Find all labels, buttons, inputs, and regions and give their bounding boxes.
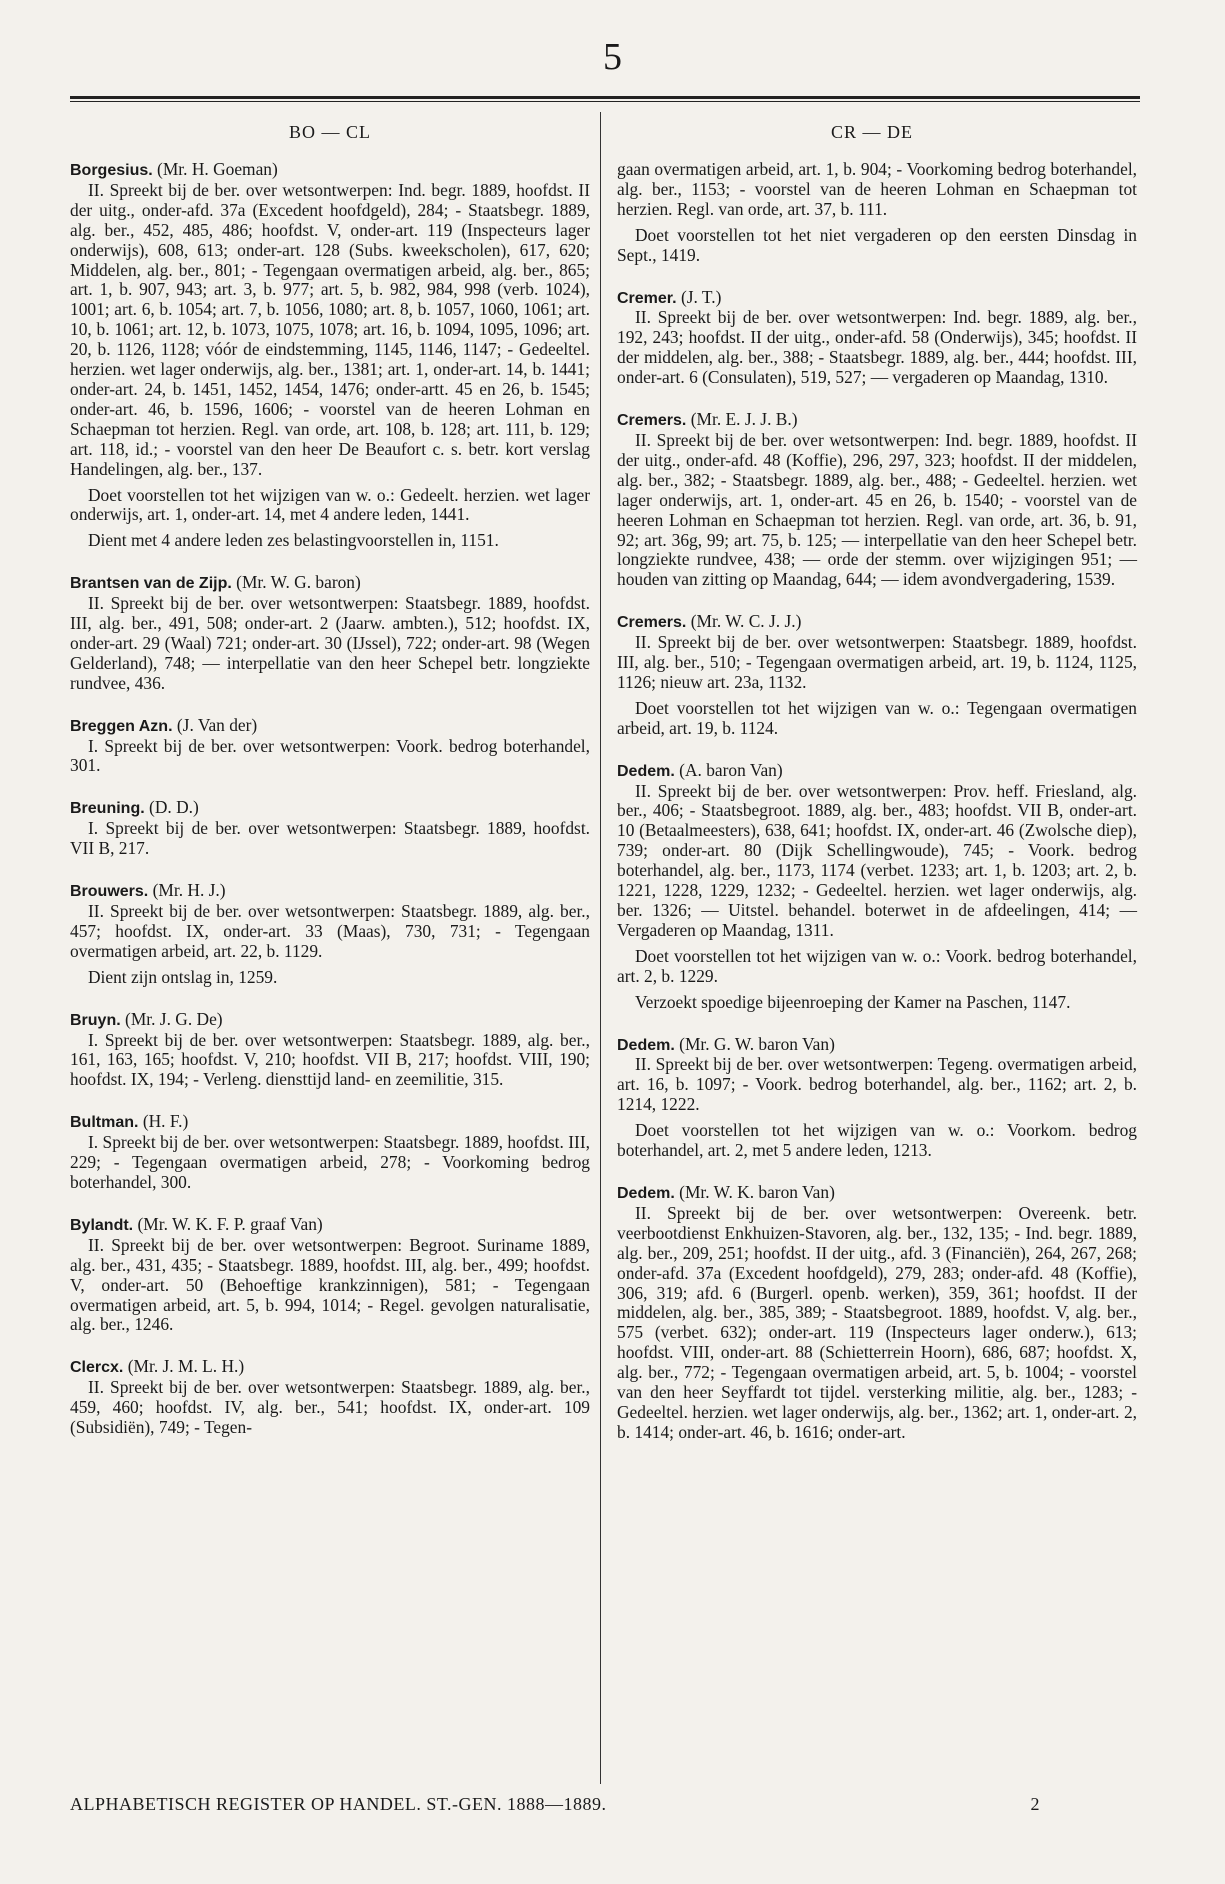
entry-name: Cremers. xyxy=(617,412,687,430)
entry-heading xyxy=(70,1010,590,1031)
entry-name: Bultman. xyxy=(70,1114,139,1132)
register-entry xyxy=(70,160,590,551)
entry-paragraph: II. Spreekt bij de ber. over wetsontwerpen: Overeenk. betr. veerbootdienst Enkhuizen-Stavoren, alg. ber., 132, 135; - Ind. begr. 1889, alg. ber., 209, 251; hoofdst. II der uitg., afd. 3 (Financiën), 264, 267, 268; onder-afd. 37a (Excedent hoofdgeld), 279, 283; onder-afd. 48 (Koffie), 306, 319; afd. 6 (Burgerl. openb. werken), 359, 361; hoofdst. II der middelen, alg. ber., 385, 389; - Staatsbegroot. 1889, hoofdst. V, alg. ber., 575 (verbet. 632); onder-art. 119 (Inspecteurs lager onderw.), 613; hoofdst. VIII, onder-art. 88 (Schietterrein Hoorn), 686, 687; hoofdst. X, alg. ber., 772; - Tegengaan overmatigen arbeid, art. 5, b. 1004; - voorstel van den heer Seyffardt tot tijdel. versterking militie, alg. ber., 1283; - Gedeeltel. herzien. wet lager onderwijs, alg. ber., 1362; art. 1, onder-art. 2, b. 1414; onder-art. 46, b. 1616; onder-art. xyxy=(617,1202,1137,1442)
entry-name: Cremers. xyxy=(617,614,687,632)
register-entry xyxy=(617,612,1137,738)
entry-initials: (Mr. H. Goeman) xyxy=(157,159,278,179)
entry-paragraph: Dient met 4 andere leden zes belastingvoorstellen in, 1151. xyxy=(88,530,499,551)
register-entry xyxy=(70,716,590,777)
entry-initials: (Mr. J. M. L. H.) xyxy=(127,1356,245,1377)
entry-heading xyxy=(70,1112,590,1133)
register-entry xyxy=(617,761,1137,1013)
entry-heading xyxy=(70,716,590,737)
page-number: 5 xyxy=(603,36,622,78)
entry-heading xyxy=(70,798,590,819)
entry-name: Borgesius. xyxy=(70,162,153,179)
entry-initials: (J. T.) xyxy=(680,286,722,307)
page-footer xyxy=(70,1794,1140,1815)
entry-paragraph: II. Spreekt bij de ber. over wetsontwerpen: Ind. begr. 1889, alg. ber., 192, 243; hoofdst. II der uitg., onder-afd. 58 (Onderwijs), 345; hoofdst. II der middelen, alg. ber., 388; - Staatsbegr. 1889, alg. ber., 444; hoofdst. III, onder-art. 6 (Consulaten), 519, 527; — vergaderen op Maandag, 1310. xyxy=(617,307,1137,388)
entry-paragraph: Doet voorstellen tot het wijzigen van w. o.: Voork. bedrog boterhandel, art. 2, b. 1229. xyxy=(617,945,1137,986)
right-column-heading: CR — DE xyxy=(830,122,913,142)
entry-initials: (Mr. J. G. De) xyxy=(125,1008,223,1029)
entry-initials: (Mr. W. K. F. P. graaf Van) xyxy=(137,1213,323,1234)
entry-heading xyxy=(70,1215,590,1236)
footer-title: ALPHABETISCH REGISTER OP HANDEL. ST.-GEN. 1888—1889. xyxy=(70,1794,607,1814)
register-entry xyxy=(617,410,1137,590)
entry-paragraph: Doet voorstellen tot het wijzigen van w. o.: Tegengaan overmatigen arbeid, art. 19, b. 1124. xyxy=(617,697,1137,738)
entry-name: Dedem. xyxy=(617,762,675,780)
entry-name: Dedem. xyxy=(617,1036,675,1054)
entry-paragraph: II. Spreekt bij de ber. over wetsontwerpen: Ind. begr. 1889, hoofdst. II der uitg., onder-afd. 37a (Excedent hoofdgeld), 284; - Staatsbegr. 1889, alg. ber., 452, 485, 486; hoofdst. V, onder-art. 119 (Inspecteurs lager onderwijs), 608, 613; onder-art. 128 (Subs. kweekscholen), 617, 620; Middelen, alg. ber., 801; - Tegengaan overmatigen arbeid, alg. ber., 865; art. 1, b. 907, 943; art. 3, b. 977; art. 5, b. 982, 984, 998 (verb. 1024), 1001; art. 6, b. 1054; art. 7, b. 1056, 1080; art. 8, b. 1057, 1060, 1061; art. 10, b. 1061; art. 12, b. 1073, 1075, 1078; art. 16, b. 1094, 1095, 1096; art. 20, b. 1126, 1128; vóór de eindstemming, 1145, 1146, 1147; - Gedeeltel. herzien. wet lager onderwijs, alg. ber., 1381; art. 1, onder-art. 14, b. 1441; onder-art. 24, b. 1451, 1452, 1454, 1476; onder-artt. 45 en 26, b. 1545; onder-art. 46, b. 1596, 1606; - voorstel van de heeren Lohman en Schaepman tot herzien. Regl. van orde, art. 108, b. 128; art. 111, b. 129; art. 118, id.; - voorstel van den heer De Beaufort c. s. betr. kort verslag Handelingen, alg. ber., 137. xyxy=(70,179,590,479)
register-entry xyxy=(617,1183,1137,1443)
entry-initials: (Mr. W. K. baron Van) xyxy=(679,1181,835,1202)
entry-initials: (H. F.) xyxy=(142,1111,189,1132)
entry-paragraph: I. Spreekt bij de ber. over wetsontwerpen: Staatsbegr. 1889, hoofdst. VII B, 217. xyxy=(70,818,590,859)
entry-heading xyxy=(617,1183,1137,1204)
entry-heading xyxy=(70,1357,590,1378)
entry-paragraph: II. Spreekt bij de ber. over wetsontwerpen: Ind. begr. 1889, hoofdst. II der uitg., onder-afd. 48 (Koffie), 296, 297, 323; hoofdst. II der middelen, alg. ber., 382; - Staatsbegr. 1889, alg. ber., 488; - Gedeeltel. herzien. wet lager onderwijs, art. 1, onder-art. 45 en 26, b. 1540; - voorstel van de heeren Lohman en Schaepman tot herzien. Regl. van orde, art. 36, b. 91, 92; art. 36g, 99; art. 75, b. 125; — interpellatie van den heer Schepel betr. longziekte rundvee, 438; — orde der stemm. over wijzigingen 951; — houden van zitting op Maandag, 644; — idem avondvergadering, 1539. xyxy=(617,429,1137,590)
register-entry xyxy=(70,881,590,988)
entry-paragraph: Dient zijn ontslag in, 1259. xyxy=(88,966,278,987)
entry-name: Brouwers. xyxy=(70,883,149,901)
left-column xyxy=(70,160,590,1460)
entry-name: Bruyn. xyxy=(70,1011,121,1029)
entry-initials: (A. baron Van) xyxy=(679,759,783,780)
entry-heading xyxy=(617,761,1137,782)
left-column-heading: BO — CL xyxy=(288,122,371,142)
entry-initials: (J. Van der) xyxy=(176,714,258,735)
entry-name: Breuning. xyxy=(70,800,145,818)
entry-name: Clercx. xyxy=(70,1359,124,1377)
entry-paragraph: II. Spreekt bij de ber. over wetsontwerpen: Begroot. Suriname 1889, alg. ber., 431, 435; - Staatsbegr. 1889, hoofdst. III, alg. ber., 499; hoofdst. V, onder-art. 50 (Behoeftige krankzinnigen), 581; - Tegengaan overmatigen arbeid, art. 5, b. 994, 1014; - Regel. gevolgen naturalisatie, alg. ber., 1246. xyxy=(70,1234,590,1335)
entry-paragraph: II. Spreekt bij de ber. over wetsontwerpen: Staatsbegr. 1889, hoofdst. III, alg. ber., 491, 508; onder-art. 2 (Jaarw. ambten.), 512; hoofdst. IX, onder-art. 29 (Waal) 721; onder-art. 30 (IJssel), 722; onder-art. 98 (Wegen Gelderland), 748; — interpellatie van den heer Schepel betr. longziekte rundvee, 436. xyxy=(70,593,590,693)
entry-paragraph: II. Spreekt bij de ber. over wetsontwerpen: Tegeng. overmatigen arbeid, art. 16, b. 1097; - Voork. bedrog boterhandel, alg. ber., 1162; art. 2, b. 1214, 1222. xyxy=(617,1054,1137,1115)
entry-paragraph: I. Spreekt bij de ber. over wetsontwerpen: Staatsbegr. 1889, hoofdst. III, 229; - Tegengaan overmatigen arbeid, 278; - Voorkoming bedrog boterhandel, 300. xyxy=(70,1132,590,1192)
entry-heading xyxy=(617,1035,1137,1056)
entry-paragraph: II. Spreekt bij de ber. over wetsontwerpen: Staatsbegr. 1889, alg. ber., 457; hoofdst. IX, onder-art. 33 (Maas), 730, 731; - Tegengaan overmatigen arbeid, art. 22, b. 1129. xyxy=(70,901,590,961)
entry-initials: (Mr. W. C. J. J.) xyxy=(690,611,802,632)
entry-paragraph: II. Spreekt bij de ber. over wetsontwerpen: Prov. heff. Friesland, alg. ber., 406; - Staatsbegroot. 1889, alg. ber., 483; hoofdst. VII B, onder-art. 10 (Betaalmeesters), 638, 641; hoofdst. IX, onder-art. 46 (Zwolsche diep), 739; onder-art. 80 (Dijk Schellingwoude), 745; - Voork. bedrog boterhandel, alg. ber., 1173, 1174 (verbet. 1233; art. 1, b. 1203; art. 2, b. 1221, 1228, 1229, 1232; - Gedeeltel. herzien. wet lager onderwijs, alg. ber. 1326; — Uitstel. behandel. boterwet in de afdeelingen, 414; — Vergaderen op Maandag, 1311. xyxy=(617,780,1137,940)
register-entry xyxy=(617,1035,1137,1161)
entry-heading xyxy=(617,288,1137,309)
entry-initials: (Mr. G. W. baron Van) xyxy=(679,1033,835,1054)
entry-heading xyxy=(617,410,1137,431)
entry-initials: (Mr. E. J. J. B.) xyxy=(690,409,798,430)
entry-paragraph: Doet voorstellen tot het wijzigen van w. o.: Voorkom. bedrog boterhandel, art. 2, met 5 andere leden, 1213. xyxy=(617,1120,1137,1161)
entry-heading xyxy=(70,160,590,181)
register-entry xyxy=(70,1357,590,1438)
entry-heading xyxy=(617,612,1137,633)
register-entry xyxy=(617,288,1137,389)
entry-paragraph: II. Spreekt bij de ber. over wetsontwerpen: Staatsbegr. 1889, hoofdst. III, alg. ber., 510; - Tegengaan overmatigen arbeid, art. 19, b. 1124, 1125, 1126; nieuw art. 23a, 1132. xyxy=(617,632,1137,692)
entry-initials: (Mr. W. G. baron) xyxy=(236,572,361,593)
entry-paragraph: Verzoekt spoedige bijeenroeping der Kamer na Paschen, 1147. xyxy=(635,991,1071,1012)
footer-sheet-number: 2 xyxy=(1030,1794,1040,1814)
entry-initials: (Mr. H. J.) xyxy=(152,880,226,901)
entry-heading xyxy=(70,881,590,902)
entry-name: Brantsen van de Zijp. xyxy=(70,575,232,593)
column-divider xyxy=(600,112,601,1784)
header-rule xyxy=(70,96,1140,102)
register-entry xyxy=(70,573,590,693)
entry-name: Dedem. xyxy=(617,1184,675,1202)
register-entry xyxy=(70,798,590,859)
entry-name: Bylandt. xyxy=(70,1216,134,1234)
entry-heading xyxy=(70,573,590,594)
entry-name: Breggen Azn. xyxy=(70,717,173,735)
entry-initials: (D. D.) xyxy=(149,797,199,818)
entry-paragraph: Doet voorstellen tot het niet vergaderen op den eersten Dinsdag in Sept., 1419. xyxy=(617,224,1137,265)
register-entry xyxy=(70,1215,590,1335)
right-column xyxy=(617,160,1137,1465)
entry-paragraph: I. Spreekt bij de ber. over wetsontwerpen: Voork. bedrog boterhandel, 301. xyxy=(70,735,590,776)
entry-paragraph: Doet voorstellen tot het wijzigen van w. o.: Gedeelt. herzien. wet lager onderwijs, art. 1, onder-art. 14, met 4 andere leden, 1441. xyxy=(70,484,590,525)
register-entry xyxy=(70,1112,590,1193)
register-entry xyxy=(70,1010,590,1091)
entry-paragraph: gaan overmatigen arbeid, art. 1, b. 904; - Voorkoming bedrog boterhandel, alg. ber., 1153; - voorstel van de heeren Lohman en Schaepman tot herzien. Regl. van orde, art. 37, b. 111. xyxy=(617,159,1137,219)
entry-name: Cremer. xyxy=(617,289,677,307)
entry-paragraph: II. Spreekt bij de ber. over wetsontwerpen: Staatsbegr. 1889, alg. ber., 459, 460; hoofdst. IV, alg. ber., 541; hoofdst. IX, onder-art. 109 (Subsidiën), 749; - Tegen- xyxy=(70,1377,590,1438)
continued-entry xyxy=(617,160,1137,266)
entry-paragraph: I. Spreekt bij de ber. over wetsontwerpen: Staatsbegr. 1889, alg. ber., 161, 163, 165; hoofdst. V, 210; hoofdst. VII B, 217; hoofdst. VIII, 190; hoofdst. IX, 194; - Verleng. diensttijd land- en zeemilitie, 315. xyxy=(70,1029,590,1090)
